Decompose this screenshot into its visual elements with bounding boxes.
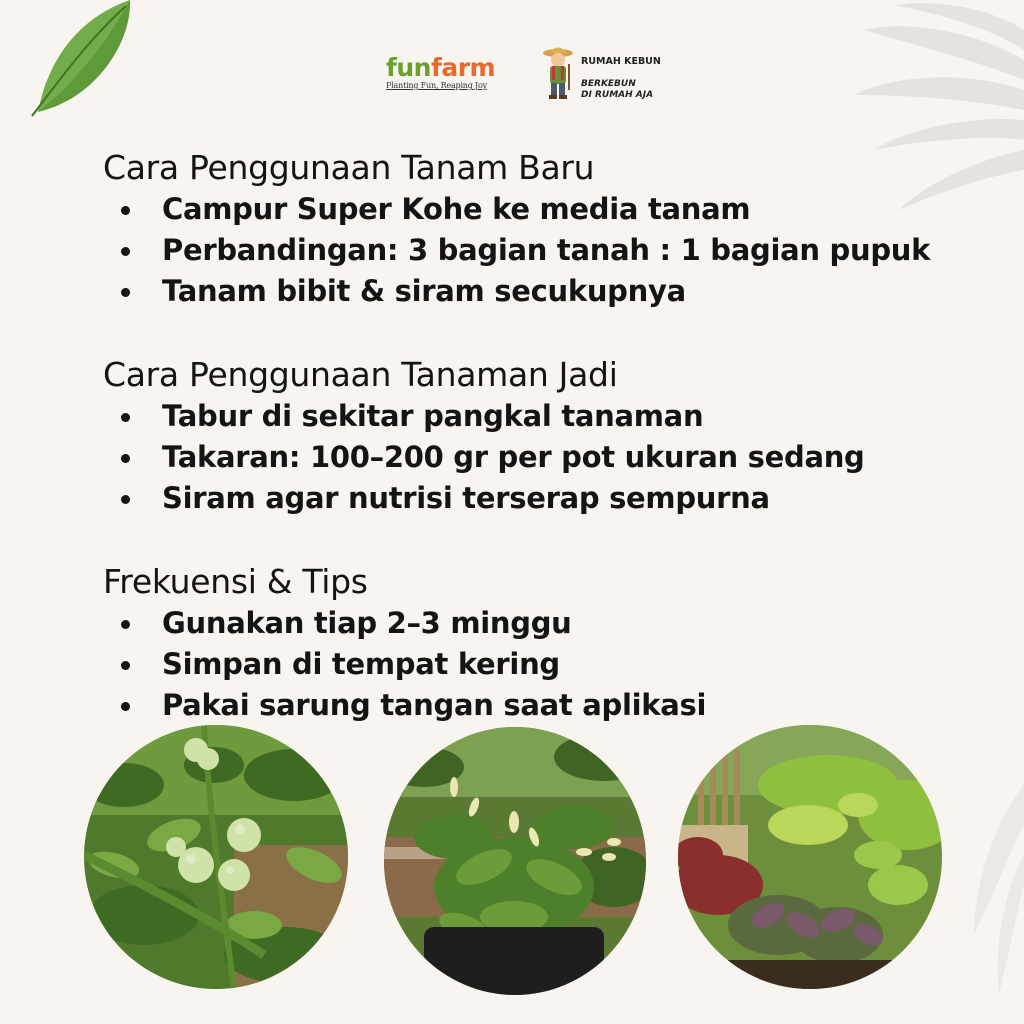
bullet-icon <box>121 495 130 504</box>
list-item-text: Tabur di sekitar pangkal tanaman <box>162 399 704 433</box>
funfarm-name-part1: fun <box>386 53 431 82</box>
list-item-text: Takaran: 100–200 gr per pot ukuran sedang <box>162 440 865 474</box>
lettuce-garden-bed-photo <box>678 725 942 989</box>
list-item-text: Simpan di tempat kering <box>162 647 560 681</box>
list-item <box>103 230 930 271</box>
section-title: Frekuensi & Tips <box>103 562 368 601</box>
list-item-text: Perbandingan: 3 bagian tanah : 1 bagian pupuk <box>162 233 931 267</box>
bullet-icon <box>121 413 130 422</box>
funfarm-name-part2: farm <box>430 53 496 82</box>
header-logos <box>0 44 1024 104</box>
section-tanam-baru <box>103 149 930 312</box>
tomato-plant-illustration <box>84 725 348 989</box>
list-item-text: Tanam bibit & siram secukupnya <box>162 274 686 308</box>
funfarm-wordmark <box>386 54 495 82</box>
instruction-list <box>103 603 706 726</box>
rumah-kebun-subtitle-line1: BERKEBUN <box>581 79 636 89</box>
list-item <box>103 478 865 519</box>
list-item <box>103 189 930 230</box>
tomato-plant-photo <box>84 725 348 989</box>
rumah-kebun-subtitle-line2: DI RUMAH AJA <box>581 90 654 100</box>
section-title: Cara Penggunaan Tanam Baru <box>103 148 595 187</box>
funfarm-tagline: Planting Fun, Reaping Joy <box>386 81 487 90</box>
farmer-mascot-icon <box>538 44 578 100</box>
rumah-kebun-title: RUMAH KEBUN <box>581 56 661 67</box>
bullet-icon <box>121 661 130 670</box>
instruction-list <box>103 396 865 519</box>
list-item-text: Pakai sarung tangan saat aplikasi <box>162 688 707 722</box>
bullet-icon <box>121 620 130 629</box>
list-item <box>103 437 865 478</box>
chili-plant-illustration <box>384 727 646 995</box>
list-item-text: Gunakan tiap 2–3 minggu <box>162 606 572 640</box>
list-item <box>103 271 930 312</box>
garden-bed-illustration <box>678 725 942 989</box>
bullet-icon <box>121 247 130 256</box>
section-title: Cara Penggunaan Tanaman Jadi <box>103 355 618 394</box>
bullet-icon <box>121 288 130 297</box>
funfarm-logo <box>386 54 495 90</box>
section-tanaman-jadi <box>103 356 865 519</box>
list-item <box>103 644 706 685</box>
bullet-icon <box>121 454 130 463</box>
list-item <box>103 603 706 644</box>
section-frekuensi-tips <box>103 563 706 726</box>
list-item-text: Siram agar nutrisi terserap sempurna <box>162 481 770 515</box>
list-item <box>103 396 865 437</box>
bullet-icon <box>121 702 130 711</box>
chili-pepper-plant-photo <box>384 727 646 995</box>
bullet-icon <box>121 206 130 215</box>
instruction-list <box>103 189 930 312</box>
list-item-text: Campur Super Kohe ke media tanam <box>162 192 751 226</box>
list-item <box>103 685 706 726</box>
rumah-kebun-subtitle <box>581 79 653 101</box>
